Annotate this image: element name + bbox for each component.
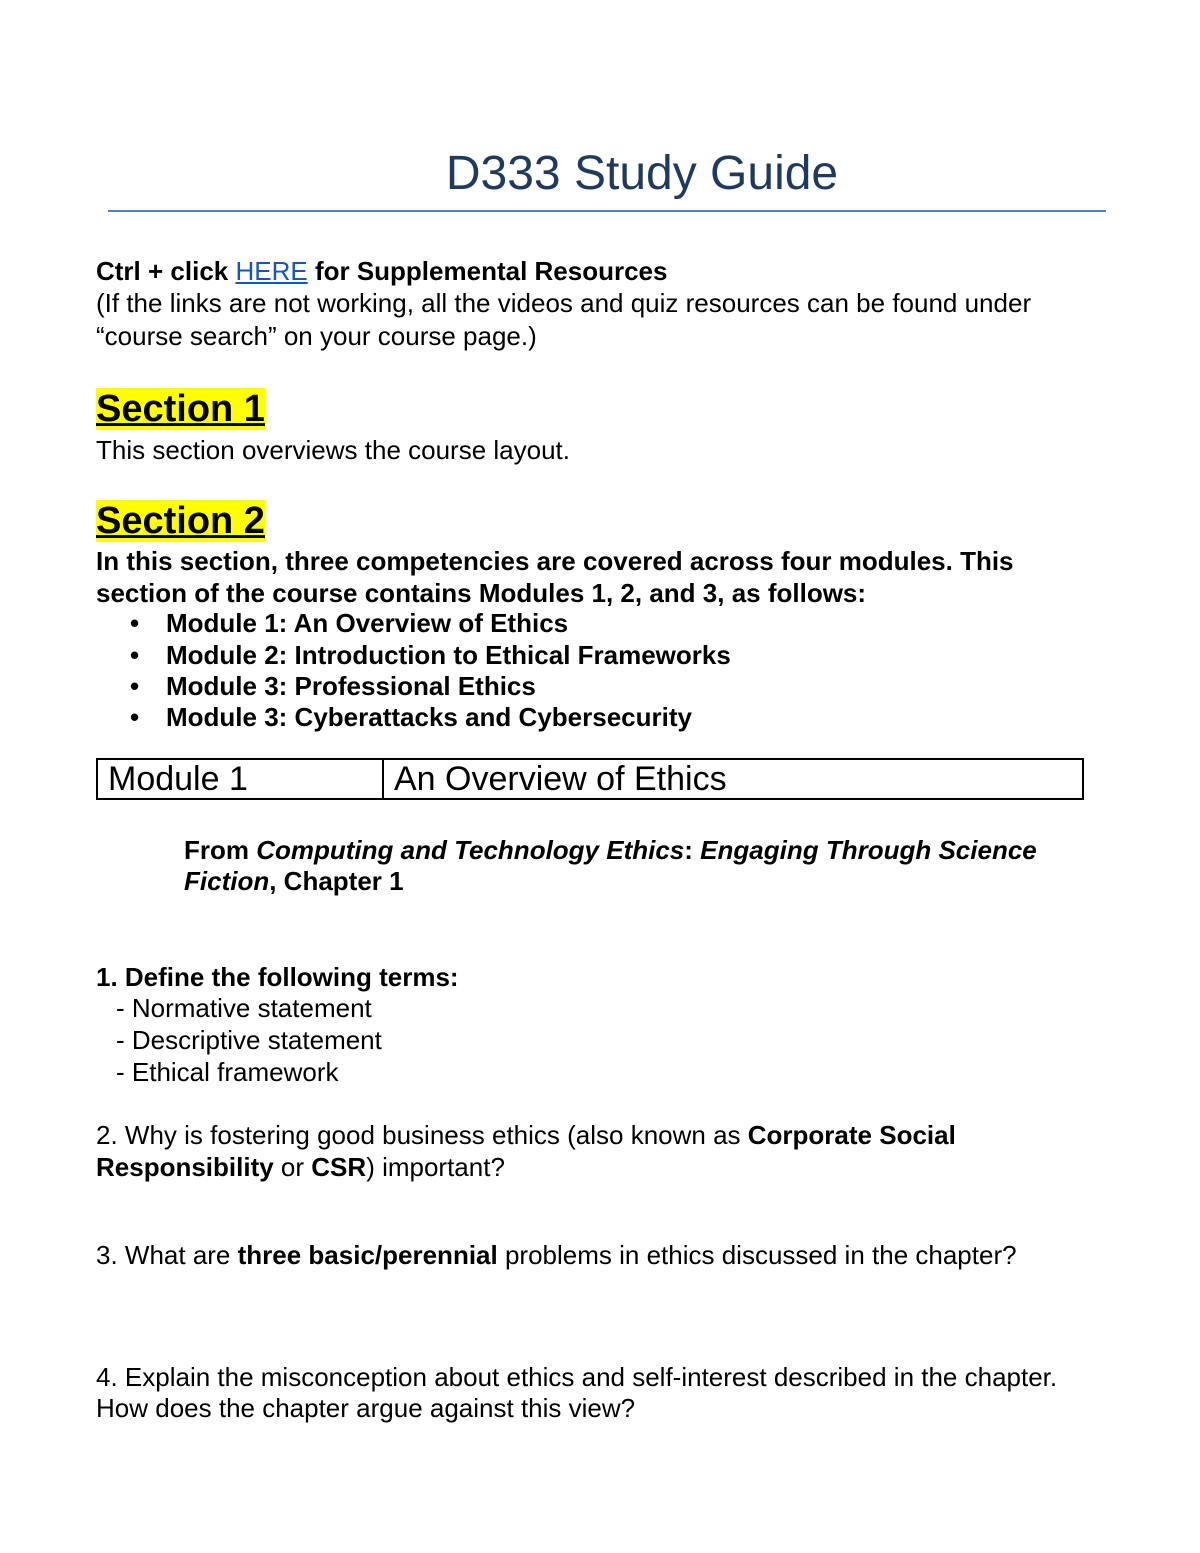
q3-part-a: 3. What are [96,1240,238,1270]
question-2-line1 [96,1119,956,1151]
question-3 [96,1239,1017,1271]
term-item: - Ethical framework [116,1057,339,1087]
module-list-item [130,702,692,733]
module-list-label: Module 1: An Overview of Ethics [166,608,569,638]
q2-part-a: 2. Why is fostering good business ethics (also known as [96,1120,748,1150]
q3-part-c: problems in ethics discussed in the chapter? [497,1240,1017,1270]
q3-part-b: three basic/perennial [237,1240,498,1270]
supplemental-note-line1: (If the links are not working, all the videos and quiz resources can be found under [96,288,1032,318]
source-from: From [184,835,257,865]
q2-part-f: ) important? [366,1152,505,1182]
source-chapter: , Chapter 1 [269,866,404,896]
bullet-icon: • [130,671,140,701]
bullet-icon: • [130,702,140,732]
supplemental-suffix: for Supplemental Resources [307,256,668,286]
q2-part-c: Responsibility [96,1152,274,1182]
module-list-item [130,608,568,639]
page-title: D333 Study Guide [445,147,839,200]
section2-intro-line1: In this section, three competencies are covered across four modules. This [96,546,1014,576]
bullet-icon: • [130,608,140,638]
section1-text: This section overviews the course layout. [96,435,570,465]
source-book-part2b: Fiction [184,866,270,896]
term-item: - Normative statement [116,993,372,1023]
question-2-line2 [96,1151,505,1183]
section2-intro-line2: section of the course contains Modules 1, 2, and 3, as follows: [96,578,867,608]
supplemental-line [96,255,667,287]
source-colon: : [684,835,701,865]
section1-heading-wrap [96,386,265,432]
supplemental-note-line2: “course search” on your course page.) [96,321,537,351]
source-line2 [184,865,404,897]
module-list-label: Module 3: Professional Ethics [166,671,536,701]
source-line1 [184,834,1037,866]
section2-heading: Section 2 [96,500,265,542]
source-book-part1: Computing and Technology Ethics [256,835,685,865]
supplemental-link[interactable]: HERE [235,256,308,286]
source-book-part2a: Engaging Through Science [700,835,1037,865]
bullet-icon: • [130,640,140,670]
module-list-label: Module 2: Introduction to Ethical Frameworks [166,640,731,670]
supplemental-prefix: Ctrl + click [96,256,236,286]
question-4-line1: 4. Explain the misconception about ethics and self-interest described in the chapter. [96,1362,1058,1392]
module-table-name: An Overview of Ethics [394,760,727,798]
question-1: 1. Define the following terms: [96,962,459,992]
module-list-item [130,640,731,671]
q2-part-b: Corporate Social [747,1120,956,1150]
module-list-label: Module 3: Cyberattacks and Cybersecurity [166,702,692,732]
module-table-label: Module 1 [98,760,384,798]
term-item: - Descriptive statement [116,1025,382,1055]
section1-heading: Section 1 [96,388,265,430]
module-list-item [130,671,536,702]
title-underline [108,210,1106,212]
section2-heading-wrap [96,498,265,544]
q2-part-e: CSR [311,1152,367,1182]
module-table [96,758,1084,800]
question-4-line2: How does the chapter argue against this view? [96,1393,636,1423]
q2-part-d: or [273,1152,312,1182]
